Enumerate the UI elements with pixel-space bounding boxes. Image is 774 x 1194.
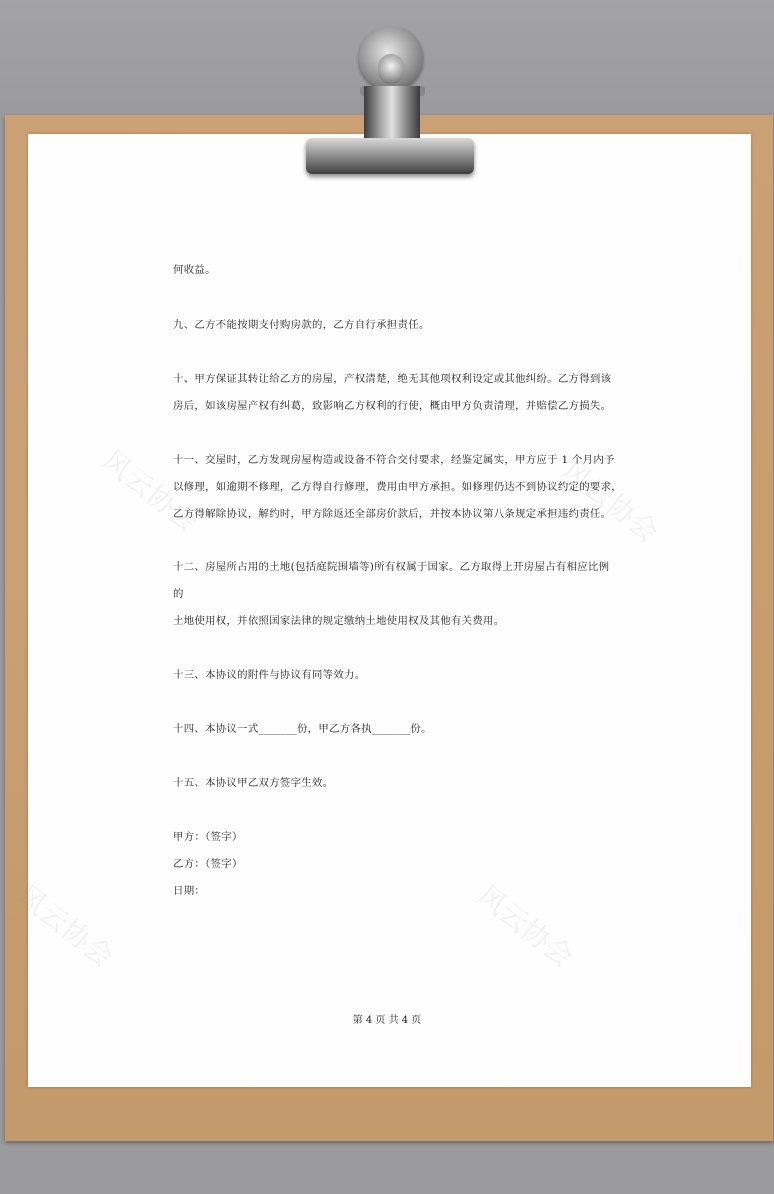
signature-line-party-a: 甲方：（签字）: [173, 831, 243, 843]
watermark: 风云协会: [470, 878, 580, 974]
doc-line: 九、乙方不能按期支付购房款的，乙方自行承担责任。: [173, 319, 430, 331]
doc-line: 十、甲方保证其转让给乙方的房屋，产权清楚，绝无其他项权利设定或其他纠纷。乙方得到该: [173, 373, 612, 385]
signature-line-party-b: 乙方：（签字）: [173, 858, 243, 870]
doc-line: 十二、房屋所占用的土地(包括庭院围墙等)所有权属于国家。乙方取得上开房屋占有相应比例: [173, 561, 610, 573]
watermark: 风云协会: [10, 878, 120, 974]
doc-line: 十三、本协议的附件与协议有同等效力。: [173, 669, 366, 681]
doc-line: 的: [173, 588, 184, 600]
doc-line: 十四、本协议一式_______份，甲乙方各执_______份。: [173, 723, 432, 735]
document-page: [28, 134, 751, 1087]
page-number: 第 4 页 共 4 页: [352, 1015, 422, 1026]
doc-line: 以修理，如逾期不修理，乙方得自行修理，费用由甲方承担。如修理仍达不到协议约定的要求，: [173, 481, 623, 493]
watermark: 风云协会: [95, 443, 205, 539]
doc-line: 乙方得解除协议，解约时，甲方除返还全部房价款后，并按本协议第八条规定承担违约责任。: [173, 508, 612, 520]
doc-line: 何收益。: [173, 264, 216, 276]
doc-line: 土地使用权，并依照国家法律的规定缴纳土地使用权及其他有关费用。: [173, 615, 505, 627]
doc-line: 房后，如该房屋产权有纠葛，致影响乙方权利的行使，概由甲方负责清理，并赔偿乙方损失。: [173, 400, 612, 412]
watermark: 风云协会: [555, 453, 665, 549]
date-line: 日期：: [173, 885, 206, 897]
doc-line: 十五、本协议甲乙双方签字生效。: [173, 777, 334, 789]
doc-line: 十一、交屋时，乙方发现房屋构造或设备不符合交付要求，经鉴定属实，甲方应于 1 个月内予: [173, 454, 615, 466]
